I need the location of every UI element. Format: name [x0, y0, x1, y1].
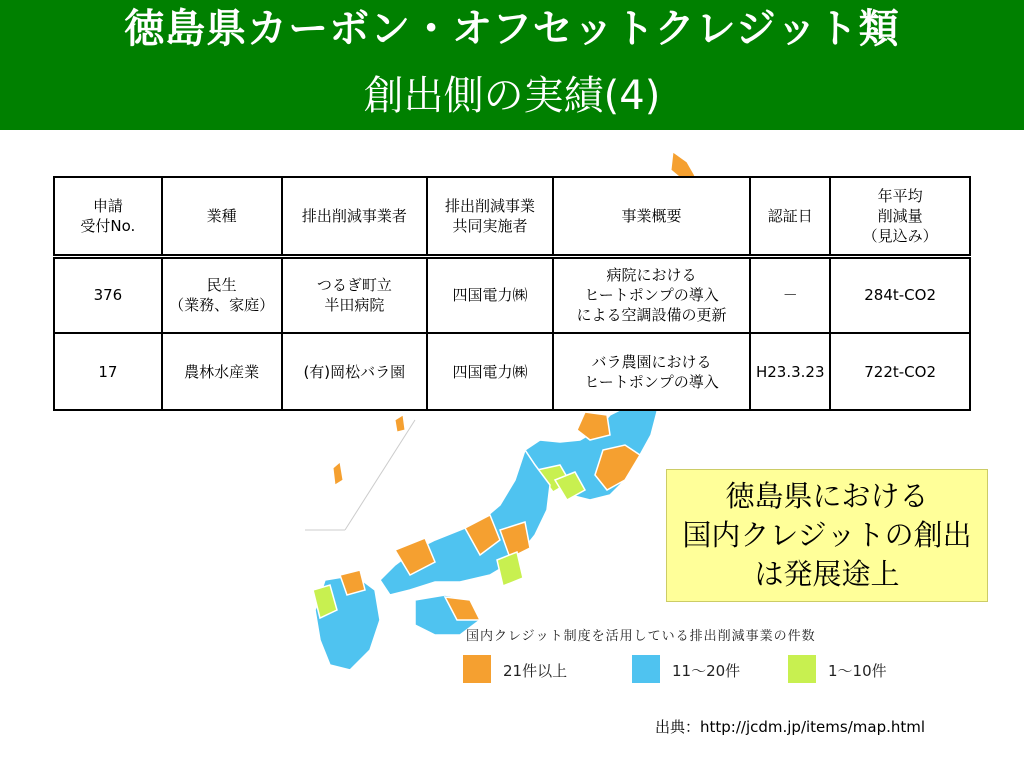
- map-region-island-2: [395, 415, 405, 432]
- legend-swatch-blue: [632, 655, 660, 683]
- table-row: [54, 333, 970, 410]
- column-header: 申請 受付No.: [54, 177, 162, 256]
- table-cell: (有)岡松バラ園: [282, 333, 428, 410]
- map-region-kanto-orange: [595, 445, 640, 490]
- table-cell: 農林水産業: [162, 333, 282, 410]
- column-header: 認証日: [750, 177, 830, 256]
- column-header: 年平均 削減量 （見込み）: [830, 177, 970, 256]
- table-cell: 722t-CO2: [830, 333, 970, 410]
- column-header: 排出削減事業者: [282, 177, 428, 256]
- legend-swatch-green: [788, 655, 816, 683]
- title-banner: [0, 0, 1024, 130]
- table-cell: 17: [54, 333, 162, 410]
- legend-label: 1〜10件: [828, 662, 887, 680]
- callout-line: 国内クレジットの創出: [682, 518, 972, 552]
- column-header: 排出削減事業 共同実施者: [427, 177, 553, 256]
- table-cell: 284t-CO2: [830, 256, 970, 333]
- table-header-row: [54, 177, 970, 256]
- column-header: 業種: [162, 177, 282, 256]
- table-cell: 病院における ヒートポンプの導入 による空調設備の更新: [553, 256, 750, 333]
- source-citation: 出典：http://jcdm.jp/items/map.html: [655, 718, 926, 736]
- legend-swatch-orange: [463, 655, 491, 683]
- column-header: 事業概要: [553, 177, 750, 256]
- map-divider-line: [345, 420, 415, 530]
- table-cell: H23.3.23: [750, 333, 830, 410]
- legend-label: 11〜20件: [672, 662, 741, 680]
- legend-title: 国内クレジット制度を活用している排出削減事業の件数: [466, 629, 816, 644]
- table-row: [54, 256, 970, 333]
- callout-line: 徳島県における: [725, 479, 929, 513]
- page-title: 徳島県カーボン・オフセットクレジット類: [124, 6, 900, 52]
- page-subtitle: 創出側の実績(4): [363, 73, 661, 119]
- table-cell: －: [750, 256, 830, 333]
- legend-label: 21件以上: [503, 662, 568, 680]
- table-cell: 四国電力㈱: [427, 333, 553, 410]
- map-region-island: [333, 462, 343, 485]
- map-region-hokuriku-orange: [577, 412, 610, 440]
- table-cell: つるぎ町立 半田病院: [282, 256, 428, 333]
- credit-results-table: [53, 176, 971, 411]
- table-cell: 四国電力㈱: [427, 256, 553, 333]
- callout-box: [666, 469, 988, 602]
- table-cell: バラ農園における ヒートポンプの導入: [553, 333, 750, 410]
- table-cell: 民生 （業務、家庭）: [162, 256, 282, 333]
- callout-line: は発展途上: [754, 557, 900, 591]
- table-cell: 376: [54, 256, 162, 333]
